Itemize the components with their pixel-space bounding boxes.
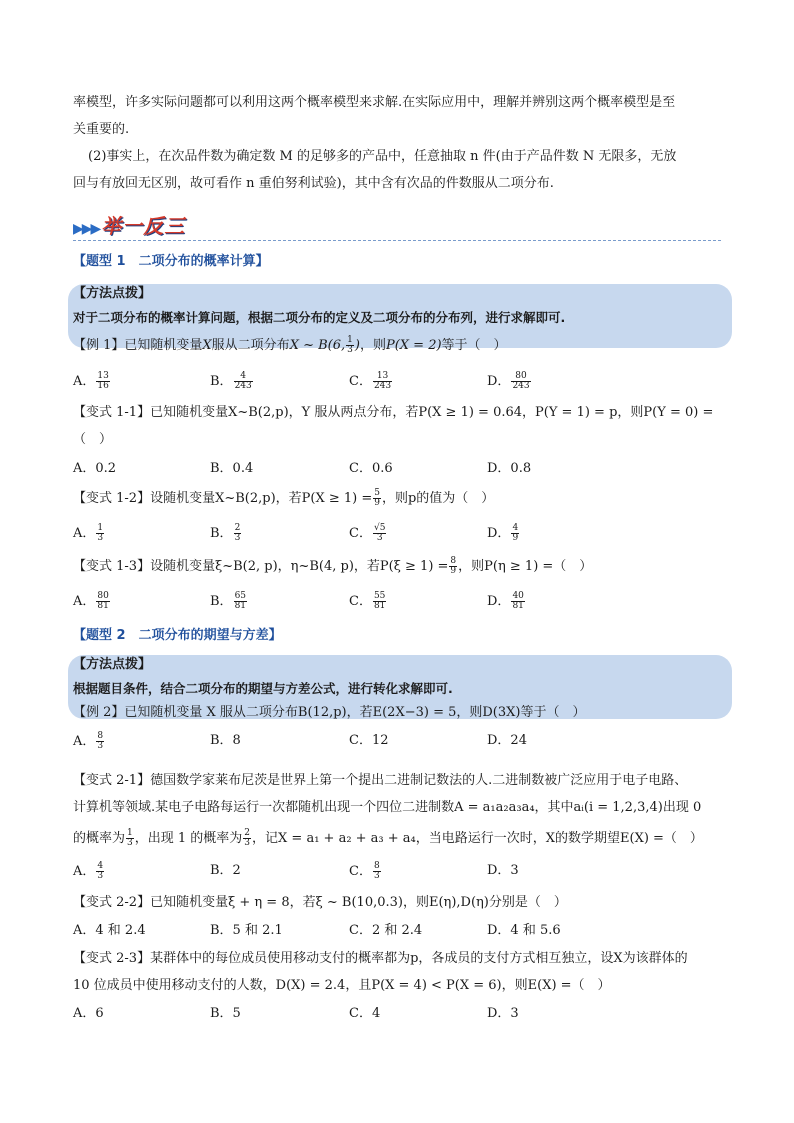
option-d[interactable]: D．3 <box>487 1006 519 1021</box>
option-c[interactable]: C．0.6 <box>349 461 393 476</box>
question-text: 【例 1】已知随机变量 <box>73 338 203 353</box>
option-c[interactable]: C． $\frac{13}{243}$ <box>349 371 392 391</box>
option-d[interactable]: D．0.8 <box>487 461 532 476</box>
math-expr: ) <box>354 338 360 353</box>
options-row <box>73 922 733 944</box>
option-a[interactable]: A． $\frac{8}{3}$ <box>73 731 104 751</box>
intro-line: 关重要的. <box>73 122 130 137</box>
variant-question: 【变式 1-1】已知随机变量X~B(2,p)，Y 服从两点分布，若P(X ≥ 1) = 0.64，P(Y = 1) = p，则P(Y = 0) = <box>73 405 714 420</box>
question-type-title: 【题型 2 二项分布的期望与方差】 <box>73 628 282 643</box>
example-question <box>73 336 507 355</box>
option-a[interactable]: A． $\frac{13}{16}$ <box>73 371 109 391</box>
example-question: 【例 2】已知随机变量 X 服从二项分布B(12,p)，若E(2X−3) = 5，则D(3X)等于（ ） <box>73 705 586 720</box>
banner-title: 举一反三 <box>101 214 186 238</box>
option-a[interactable]: A． $\frac{1}{3}$ <box>73 523 104 543</box>
question-type-title: 【题型 1 二项分布的概率计算】 <box>73 254 269 269</box>
option-a[interactable]: A．6 <box>73 1006 104 1021</box>
intro-line: 率模型，许多实际问题都可以利用这两个概率模型来求解.在实际应用中，理解并辨别这两个概率模型是至 <box>73 95 676 110</box>
option-d[interactable]: D．24 <box>487 733 527 748</box>
option-a[interactable]: A． $\frac{80}{81}$ <box>73 591 109 611</box>
math-expr: P(X = 2) <box>385 338 442 353</box>
question-text: ，则 <box>359 338 386 353</box>
option-c[interactable]: C．4 <box>349 1006 381 1021</box>
option-b[interactable]: B． $\frac{4}{243}$ <box>210 371 252 391</box>
fraction: $\frac{1}{3}$ <box>127 828 133 848</box>
options-row <box>73 372 733 394</box>
option-c[interactable]: C． $\frac{8}{3}$ <box>349 861 380 881</box>
intro-line: 回与有放回无区别，故可看作 n 重伯努利试验)，其中含有次品的件数服从二项分布. <box>73 176 554 191</box>
option-c[interactable]: C．12 <box>349 733 389 748</box>
math-var: X <box>202 338 212 353</box>
option-b[interactable]: B． $\frac{65}{81}$ <box>210 591 247 611</box>
fraction: $\frac{5}{9}$ <box>374 488 380 508</box>
option-a[interactable]: A．0.2 <box>73 461 117 476</box>
method-tip-text: 根据题目条件，结合二项分布的期望与方差公式，进行转化求解即可. <box>73 681 453 696</box>
options-row <box>73 592 733 614</box>
option-a[interactable]: A． $\frac{4}{3}$ <box>73 861 104 881</box>
option-b[interactable]: B．8 <box>210 733 241 748</box>
chevrons-icon: ▶▶▶ <box>73 221 100 237</box>
method-tip-text: 对于二项分布的概率计算问题，根据二项分布的定义及二项分布的分布列，进行求解即可. <box>73 310 566 325</box>
option-b[interactable]: B．5 和 2.1 <box>210 923 283 938</box>
options-row <box>73 460 733 482</box>
divider <box>73 240 721 241</box>
section-banner <box>73 210 273 240</box>
option-c[interactable]: C．2 和 2.4 <box>349 923 423 938</box>
option-b[interactable]: B． $\frac{2}{3}$ <box>210 523 241 543</box>
variant-question: 计算机等领域.某电子电路每运行一次都随机出现一个四位二进制数A = a₁a₂a₃a₄，其中aᵢ(i = 1,2,3,4)出现 0 <box>73 800 702 815</box>
option-c[interactable]: C． $\frac{55}{81}$ <box>349 591 386 611</box>
variant-question: 10 位成员中使用移动支付的人数，D(X) = 2.4，且P(X = 4) < P(X = 6)，则E(X) =（ ） <box>73 978 611 993</box>
option-d[interactable]: D．4 和 5.6 <box>487 923 561 938</box>
option-b[interactable]: B．2 <box>210 863 241 878</box>
method-tip-label: 【方法点拨】 <box>73 286 152 301</box>
variant-question: 的概率为 $\frac{1}{3}$ ，出现 1 的概率为 $\frac{2}{3}$ ，记X = a₁ + a₂ + a₃ + a₄，当电路运行一次时，X的数学期望E(X) =（ ） <box>73 828 703 848</box>
question-text: 等于（ ） <box>441 338 507 353</box>
options-row <box>73 732 733 754</box>
option-d[interactable]: D．3 <box>487 863 519 878</box>
variant-question: 【变式 1-3】设随机变量ξ~B(2, p)，η~B(4, p)，若P(ξ ≥ 1) = $\frac{8}{9}$ ，则P(η ≥ 1) =（ ） <box>73 556 593 576</box>
option-b[interactable]: B．5 <box>210 1006 241 1021</box>
variant-question: （ ） <box>73 432 113 447</box>
option-d[interactable]: D． $\frac{80}{243}$ <box>487 371 530 391</box>
fraction: $\frac{2}{3}$ <box>244 828 251 848</box>
variant-question: 【变式 2-1】德国数学家莱布尼茨是世界上第一个提出二进制记数法的人.二进制数被广泛应用于电子电路、 <box>73 773 688 788</box>
variant-question: 【变式 1-2】设随机变量X~B(2,p)，若P(X ≥ 1) = $\frac{5}{9}$ ，则p的值为（ ） <box>73 488 495 508</box>
fraction: $\frac{1}{3}$ <box>347 335 353 355</box>
option-d[interactable]: D． $\frac{4}{9}$ <box>487 523 519 543</box>
option-c[interactable]: C． $\frac{√5}{3}$ <box>349 523 386 543</box>
options-row <box>73 1005 733 1027</box>
option-a[interactable]: A．4 和 2.4 <box>73 923 146 938</box>
option-d[interactable]: D． $\frac{40}{81}$ <box>487 591 524 611</box>
fraction: $\frac{8}{9}$ <box>450 556 457 576</box>
options-row <box>73 524 733 546</box>
option-b[interactable]: B．0.4 <box>210 461 254 476</box>
intro-line: (2)事实上，在次品件数为确定数 M 的足够多的产品中，任意抽取 n 件(由于产品件数 N 无限多，无放 <box>88 149 677 164</box>
method-tip-label: 【方法点拨】 <box>73 657 152 672</box>
question-text: 服从二项分布 <box>211 338 290 353</box>
options-row <box>73 862 733 884</box>
math-expr: X ~ B(6, <box>289 338 346 353</box>
variant-question: 【变式 2-2】已知随机变量ξ + η = 8，若ξ ~ B(10,0.3)，则E(η),D(η)分别是（ ） <box>73 895 567 910</box>
variant-question: 【变式 2-3】某群体中的每位成员使用移动支付的概率都为p，各成员的支付方式相互独立，设X为该群体的 <box>73 951 688 966</box>
